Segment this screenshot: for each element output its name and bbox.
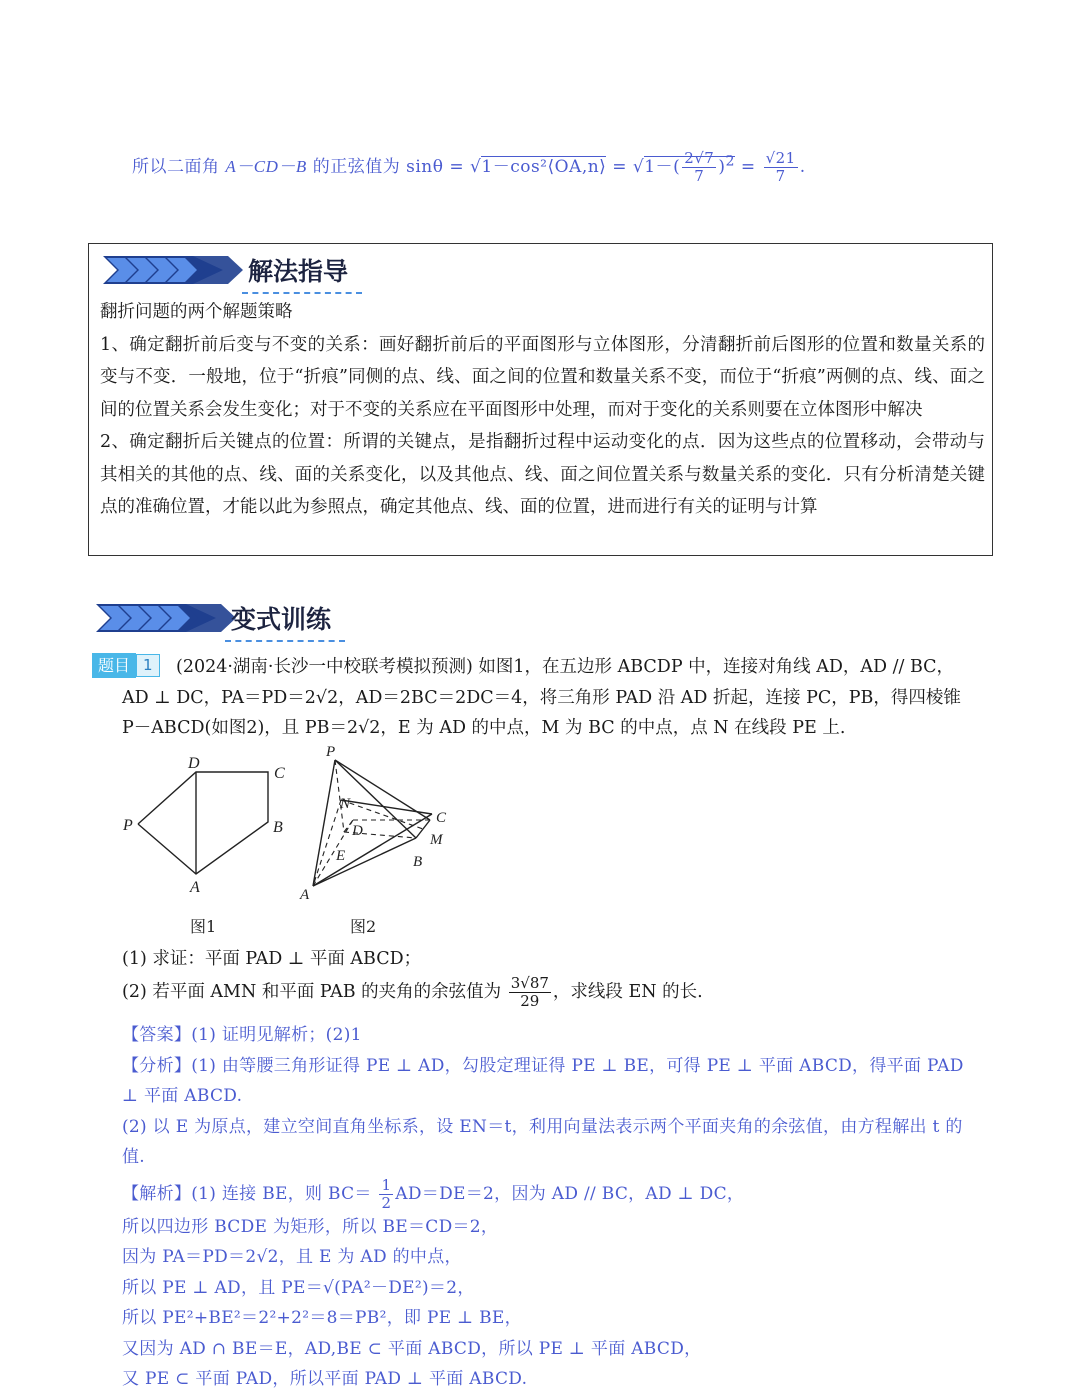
question-1: (1) 求证：平面 PAD ⊥ 平面 ABCD； xyxy=(122,949,422,969)
problem-figures xyxy=(118,742,453,937)
frac-2-num: √21 xyxy=(765,149,796,167)
fig2-caption: 图2 xyxy=(350,917,377,936)
formula-sqrt-1: √1－cos²⟨OA,n⟩ xyxy=(470,157,607,177)
fig2-label: C xyxy=(436,810,447,826)
fig1-label: D xyxy=(188,755,200,772)
figure-2-labels xyxy=(299,744,447,903)
formula-radicand-2: 1－ xyxy=(644,157,674,177)
problem-tag-label: 题目 xyxy=(92,653,136,678)
solution-step: 所以四边形 BCDE 为矩形，所以 BE＝CD＝2， xyxy=(122,1216,499,1237)
fig2-label: M xyxy=(430,832,443,848)
formula-square: 2 xyxy=(725,153,736,170)
formula-eq-2: = xyxy=(612,157,627,177)
q2-frac-num: 3√87 xyxy=(510,974,549,992)
top-formula-line xyxy=(132,150,806,185)
jiexi-pre: 【解析】(1) 连接 BE，则 BC＝ xyxy=(122,1183,372,1204)
formula-eq: = xyxy=(449,157,465,177)
figure-captions xyxy=(190,917,376,936)
fig1-caption: 图1 xyxy=(190,917,217,936)
guide-paragraph: 2、确定翻折后关键点的位置：所谓的关键点，是指翻折过程中运动变化的点．因为这些点的位置移动，会带动与其相关的其他的点、线、面的关系变化，以及其他点、线、面之间位置关系与数量关系的变化．只有分析清楚关键点的准确位置，才能以此为参照点，确定其他点、线、面的位置，进而进行有关的证明与计算 xyxy=(100,432,985,517)
question-2 xyxy=(122,975,982,1010)
problem-line: (2024·湖南·长沙一中校联考模拟预测) 如图1，在五边形 ABCDP 中，连接对角线 AD，AD // BC， xyxy=(176,657,955,677)
jiexi-post: AD＝DE＝2，因为 AD // BC，AD ⊥ DC， xyxy=(395,1183,745,1204)
formula-radicand-1: 1－cos²⟨OA,n⟩ xyxy=(481,157,607,177)
formula-end: . xyxy=(799,157,806,177)
practice-title: 变式训练 xyxy=(231,600,331,636)
problem-tag-number: 1 xyxy=(136,654,160,677)
guide-title: 解法指导 xyxy=(248,252,348,288)
answer-line: 【答案】(1) 证明见解析；(2)1 xyxy=(122,1025,362,1045)
fig1-label: B xyxy=(273,819,283,836)
problem-line: P－ABCD(如图2)，且 PB＝2√2，E 为 AD 的中点，M 为 BC 的中点，点 N 在线段 PE 上. xyxy=(122,718,846,738)
formula-sin: sinθ xyxy=(406,157,444,177)
figure-1-labels xyxy=(122,755,285,896)
question-2-post: ，求线段 EN 的长. xyxy=(552,982,703,1002)
solution-step: 又 PE ⊂ 平面 PAD，所以平面 PAD ⊥ 平面 ABCD. xyxy=(122,1369,528,1389)
jiexi-frac xyxy=(379,1177,393,1212)
fig2-label: N xyxy=(340,796,351,812)
formula-prefix: 所以二面角 xyxy=(132,157,220,177)
guide-banner xyxy=(103,252,348,288)
problem-statement xyxy=(122,652,982,744)
solution-step: 因为 PA＝PD＝2√2，且 E 为 AD 的中点， xyxy=(122,1247,462,1267)
frac-1-num: 2√7 xyxy=(684,149,715,167)
solution-section xyxy=(122,1020,988,1395)
solution-step: 所以 PE ⊥ AD，且 PE＝√(PA²－DE²)＝2， xyxy=(122,1277,475,1298)
figure-1-pentagon xyxy=(138,772,268,874)
analysis-line: 值. xyxy=(122,1147,146,1167)
fig2-label: D xyxy=(352,823,363,839)
analysis-line: (2) 以 E 为原点，建立空间直角坐标系，设 EN＝t，利用向量法表示两个平面夹角的余弦值，由方程解出 t 的 xyxy=(122,1116,963,1137)
frac-2-den: 7 xyxy=(775,167,786,185)
practice-banner xyxy=(96,600,331,636)
solution-guide-box xyxy=(88,243,993,556)
fig1-label: P xyxy=(123,817,133,834)
fig2-label: P xyxy=(326,744,336,760)
analysis-line: 【分析】(1) 由等腰三角形证得 PE ⊥ AD，勾股定理证得 PE ⊥ BE，可得 PE ⊥ 平面 ABCD，得平面 PAD xyxy=(122,1055,964,1076)
formula-eq-3: = xyxy=(740,157,756,177)
problem-questions xyxy=(122,944,982,1010)
formula-mid: 的正弦值为 xyxy=(312,157,401,177)
formula-frac-1 xyxy=(682,150,716,185)
question-2-frac xyxy=(509,975,551,1010)
formula-frac-2 xyxy=(764,150,798,185)
fig1-label: C xyxy=(274,765,285,782)
solution-step: 又因为 AD ∩ BE＝E，AD,BE ⊂ 平面 ABCD，所以 PE ⊥ 平面 ABCD， xyxy=(122,1338,702,1359)
fig1-label: A xyxy=(190,879,200,896)
problem-line: AD ⊥ DC，PA＝PD＝2√2，AD＝2BC＝2DC＝4，将三角形 PAD 沿 AD 折起，连接 PC，PB，得四棱锥 xyxy=(122,687,961,708)
formula-angle: A－CD－B xyxy=(225,157,307,176)
question-2-pre: (2) 若平面 AMN 和平面 PAB 的夹角的余弦值为 xyxy=(122,982,502,1002)
q2-frac-den: 29 xyxy=(520,992,540,1010)
guide-body xyxy=(100,296,985,524)
jiexi-frac-den: 2 xyxy=(381,1193,392,1212)
frac-1-den: 7 xyxy=(694,167,705,185)
formula-sqrt-2: √1－( $\frac{2√7}{7}$ )$^2$ xyxy=(632,149,736,185)
analysis-line: ⊥ 平面 ABCD. xyxy=(122,1086,243,1106)
jiexi-line xyxy=(122,1177,988,1212)
guide-paragraph: 翻折问题的两个解题策略 xyxy=(100,302,293,322)
jiexi-frac-num: 1 xyxy=(381,1175,392,1194)
solution-step: 所以 PE²+BE²＝2²+2²＝8＝PB²，即 PE ⊥ BE， xyxy=(122,1308,522,1328)
geometry-figures xyxy=(118,742,453,937)
fig2-label: B xyxy=(413,854,423,870)
fig2-label: E xyxy=(336,848,346,864)
guide-paragraph: 1、确定翻折前后变与不变的关系：画好翻折前后的平面图形与立体图形，分清翻折前后图形的位置和数量关系的变与不变．一般地，位于“折痕”同侧的点、线、面之间的位置和数量关系不变，而位于“折痕”两侧的点、线、面之间的位置关系会发生变化；对于不变的关系应在平面图形中处理，而对于变化的关系则要在立体图形中解决 xyxy=(100,334,985,420)
fig2-label: A xyxy=(300,887,310,903)
